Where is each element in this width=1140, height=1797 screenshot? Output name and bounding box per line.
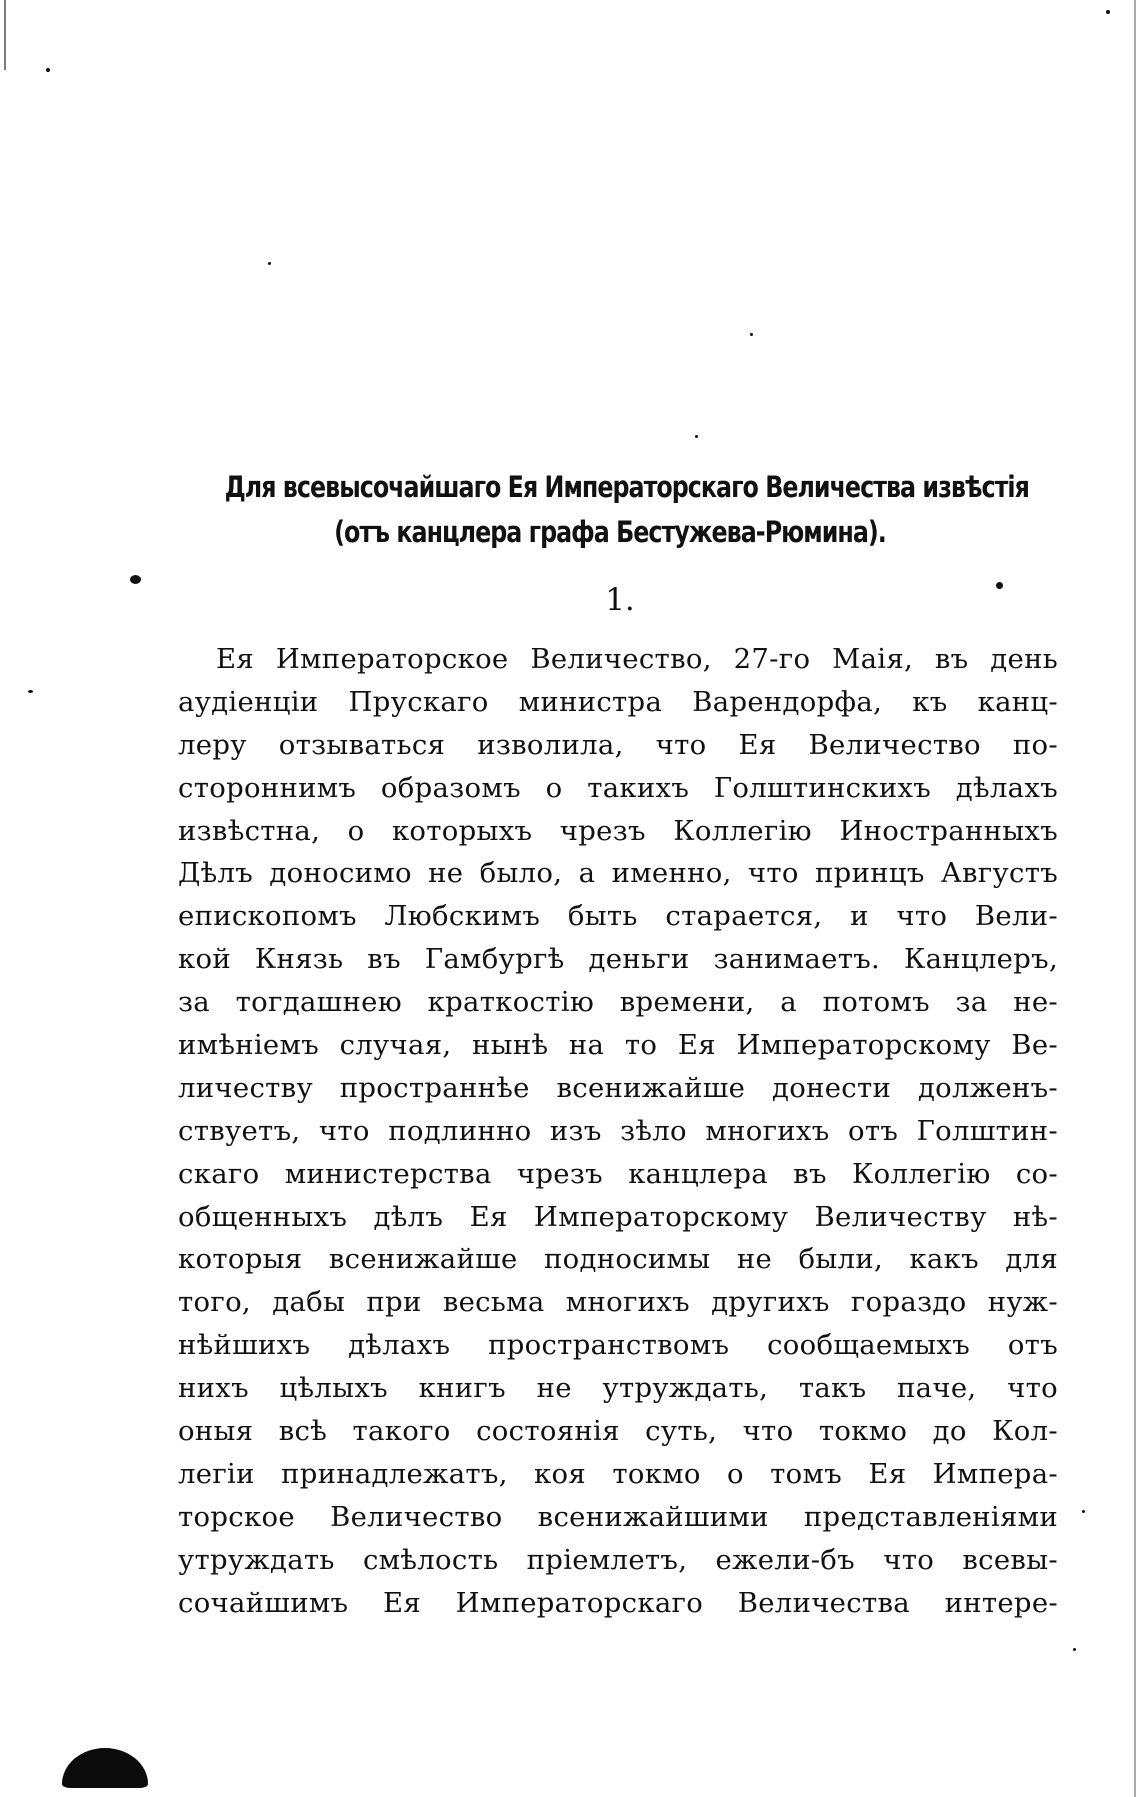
text-line: оныя всѣ такого состоянія суть, что токмо до Кол- [178, 1415, 1058, 1448]
text-line: извѣстна, о которыхъ чрезъ Коллегію Иностранныхъ [178, 814, 1058, 847]
text-line: легіи принадлежатъ, коя токмо о томъ Ея Импера- [178, 1457, 1058, 1490]
text-line: которыя всенижайше подносимы не были, какъ для [178, 1243, 1058, 1276]
text-line: леру отзываться изволила, что Ея Величество по- [178, 728, 1058, 761]
text-line: сочайшимъ Ея Императорскаго Величества интере- [178, 1586, 1058, 1619]
scan-speck [1073, 1648, 1076, 1651]
scan-speck [695, 435, 698, 438]
text-line: кой Князь въ Гамбургѣ деньги занимаетъ. Канцлеръ, [178, 943, 1058, 976]
text-line: ствуетъ, что подлинно изъ зѣло многихъ отъ Голштин- [178, 1114, 1058, 1147]
text-line: епископомъ Любскимъ быть старается, и что Вели- [178, 900, 1058, 933]
scan-edge-left [4, 0, 6, 70]
scan-speck [1106, 10, 1110, 14]
scan-edge-right [1134, 0, 1136, 1797]
text-line: Ея Императорское Величество, 27-го Маія, въ день [216, 643, 1058, 675]
scan-speck [28, 690, 33, 693]
scan-speck [46, 68, 50, 72]
scan-ink-blot [62, 1748, 148, 1788]
text-line: скаго министерства чрезъ канцлера въ Коллегію со- [178, 1157, 1058, 1190]
text-line: общенныхъ дѣлъ Ея Императорскому Величеству нѣ- [178, 1200, 1058, 1233]
section-number: 1. [605, 582, 635, 618]
text-line: того, дабы при весьма многихъ другихъ гораздо нуж- [178, 1286, 1058, 1319]
text-line: за тогдашнею краткостію времени, а потомъ за не- [178, 986, 1058, 1019]
scan-speck [268, 262, 271, 265]
text-line: личеству пространнѣе всенижайше донести долженъ- [178, 1071, 1058, 1104]
text-line: имѣніемъ случая, нынѣ на то Ея Императорскому Ве- [178, 1029, 1058, 1062]
text-line: Дѣлъ доносимо не было, а именно, что принцъ Августъ [178, 857, 1058, 890]
body-paragraph [178, 638, 1058, 1624]
text-line: нѣйшихъ дѣлахъ пространствомъ сообщаемыхъ отъ [178, 1329, 1058, 1362]
text-line: утруждать смѣлость пріемлетъ, ежели-бъ что всевы- [178, 1543, 1058, 1576]
text-line: торское Величество всенижайшими представленіями [178, 1500, 1058, 1533]
text-line: стороннимъ образомъ о такихъ Голштинскихъ дѣлахъ [178, 771, 1058, 804]
document-title-line-1: Для всевысочайшаго Ея Императорскаго Величества извѣстія [224, 470, 1029, 504]
text-line: аудіенціи Прускаго министра Варендорфа, къ канц- [178, 685, 1058, 718]
scan-speck [1082, 1510, 1085, 1513]
scan-speck [750, 333, 753, 336]
scan-speck [996, 582, 1003, 589]
scan-speck [130, 575, 141, 584]
text-line: нихъ цѣлыхъ книгъ не утруждать, такъ паче, что [178, 1372, 1058, 1405]
document-title-line-2: (отъ канцлера графа Бестужева-Рюмина). [334, 515, 886, 549]
